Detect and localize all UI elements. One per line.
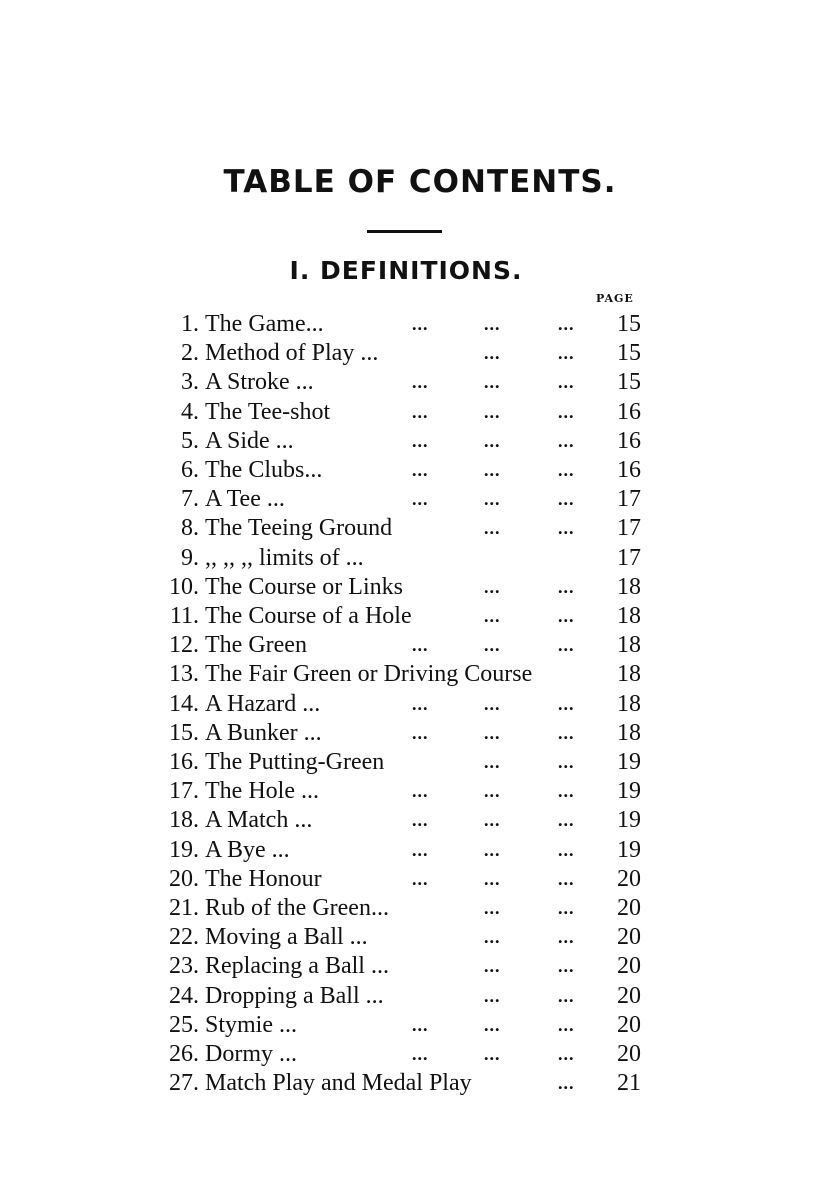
dot-leader: ... xyxy=(558,401,575,422)
toc-entry-title: The Honour xyxy=(205,865,322,892)
toc-entry-page: 21 xyxy=(617,1070,641,1097)
toc-entry xyxy=(0,982,840,1011)
dot-leader: ... xyxy=(558,518,575,539)
toc-entry-page: 16 xyxy=(617,457,641,483)
toc-entry xyxy=(0,427,840,456)
toc-entry xyxy=(0,865,840,894)
toc-entry-page: 19 xyxy=(617,749,641,775)
toc-entry xyxy=(0,660,840,689)
toc-entry xyxy=(0,806,840,835)
toc-entry xyxy=(0,602,840,631)
dot-leader: ... xyxy=(484,606,501,626)
toc-entry-page: 20 xyxy=(617,865,641,892)
dot-leader: ... xyxy=(412,693,429,714)
dot-leader: ... xyxy=(412,635,429,656)
toc-entry-page: 20 xyxy=(617,982,641,1009)
toc-entry-number: 23. xyxy=(169,953,199,980)
toc-entry-page: 15 xyxy=(617,311,641,337)
section-heading: I. DEFINITIONS. xyxy=(289,256,523,285)
toc-entry-number: 19. xyxy=(169,836,199,863)
toc-entry xyxy=(0,894,840,923)
toc-entry-title: Match Play and Medal Play xyxy=(205,1070,472,1097)
dot-leader: ... xyxy=(558,839,575,860)
toc-entry-title: The Tee-shot xyxy=(205,398,331,425)
dot-leader: ... xyxy=(558,460,575,480)
toc-entry xyxy=(0,952,840,981)
toc-entry xyxy=(0,923,840,952)
toc-entry-page: 16 xyxy=(617,427,641,454)
toc-entry-title: The Teeing Ground xyxy=(205,515,393,542)
toc-entry-title: The Hole ... xyxy=(205,778,319,805)
dot-leader: ... xyxy=(558,1014,575,1035)
toc-entry xyxy=(0,836,840,865)
toc-entry-title: A Stroke ... xyxy=(205,369,314,396)
toc-entry-title: A Bye ... xyxy=(205,836,290,863)
toc-entry-number: 5. xyxy=(181,427,199,454)
toc-entry-page: 17 xyxy=(617,515,641,542)
toc-entry-number: 11. xyxy=(169,603,199,629)
dot-leader: ... xyxy=(412,1014,429,1035)
dot-leader: ... xyxy=(558,606,575,626)
dot-leader: ... xyxy=(484,1014,501,1035)
toc-entry-page: 16 xyxy=(617,398,641,425)
dot-leader: ... xyxy=(558,810,575,831)
toc-entry-page: 18 xyxy=(617,632,641,659)
dot-leader: ... xyxy=(484,693,501,714)
toc-entry-number: 26. xyxy=(169,1041,199,1067)
toc-entry-number: 15. xyxy=(169,719,199,746)
dot-leader: ... xyxy=(484,810,501,831)
toc-entry-page: 17 xyxy=(617,544,641,571)
dot-leader: ... xyxy=(484,489,501,510)
toc-entry-page: 18 xyxy=(617,573,641,600)
toc-entry-title: Method of Play ... xyxy=(205,340,379,367)
toc-entry xyxy=(0,777,840,806)
page-column-label: PAGE xyxy=(596,292,634,305)
toc-entry-page: 19 xyxy=(617,836,641,863)
dot-leader: ... xyxy=(484,956,501,977)
toc-entry-title: The Clubs... xyxy=(205,457,323,483)
toc-entry-number: 8. xyxy=(181,515,199,542)
dot-leader: ... xyxy=(558,635,575,656)
toc-entry xyxy=(0,1011,840,1040)
toc-entry-number: 20. xyxy=(169,865,199,892)
toc-entry-number: 7. xyxy=(181,486,199,513)
toc-entry-title: A Tee ... xyxy=(205,486,285,513)
toc-entry-number: 9. xyxy=(181,544,199,571)
toc-entry-number: 24. xyxy=(169,982,199,1009)
toc-entry-number: 25. xyxy=(169,1011,199,1038)
dot-leader: ... xyxy=(558,1044,575,1064)
toc-entry-number: 16. xyxy=(169,749,199,775)
toc-entry xyxy=(0,368,840,397)
toc-entry xyxy=(0,631,840,660)
toc-entry-title: Moving a Ball ... xyxy=(205,924,368,951)
dot-leader: ... xyxy=(484,430,501,451)
dot-leader: ... xyxy=(412,722,429,743)
toc-entry-title: A Side ... xyxy=(205,427,294,454)
dot-leader: ... xyxy=(412,781,429,802)
toc-entry xyxy=(0,1069,840,1098)
dot-leader: ... xyxy=(558,343,575,364)
toc-entry-title: A Hazard ... xyxy=(205,690,321,717)
toc-entry-title: Replacing a Ball ... xyxy=(205,953,389,980)
toc-entry-number: 3. xyxy=(181,369,199,396)
dot-leader: ... xyxy=(484,1044,501,1064)
dot-leader: ... xyxy=(484,752,501,772)
toc-entry-page: 17 xyxy=(617,486,641,513)
toc-entry-number: 1. xyxy=(181,311,199,337)
toc-entry xyxy=(0,748,840,777)
toc-entry xyxy=(0,573,840,602)
toc-entry-number: 21. xyxy=(169,895,199,921)
dot-leader: ... xyxy=(484,781,501,802)
dot-leader: ... xyxy=(558,781,575,802)
dot-leader: ... xyxy=(412,430,429,451)
toc-entry-number: 18. xyxy=(169,807,199,834)
toc-entry-number: 12. xyxy=(169,632,199,659)
dot-leader: ... xyxy=(558,372,575,393)
dot-leader: ... xyxy=(558,576,575,597)
dot-leader: ... xyxy=(484,898,501,918)
page-title: TABLE OF CONTENTS. xyxy=(223,164,617,200)
dot-leader: ... xyxy=(484,985,501,1006)
toc-entry-page: 20 xyxy=(617,1041,641,1067)
dot-leader: ... xyxy=(558,314,575,334)
toc-entry xyxy=(0,514,840,543)
dot-leader: ... xyxy=(412,489,429,510)
toc-entry-number: 4. xyxy=(181,398,199,425)
toc-entry-title: The Game... xyxy=(205,311,324,337)
toc-entry-title: Rub of the Green... xyxy=(205,895,389,921)
toc-entry-page: 15 xyxy=(617,369,641,396)
dot-leader: ... xyxy=(412,810,429,831)
dot-leader: ... xyxy=(412,372,429,393)
title-divider xyxy=(367,230,442,233)
toc-entry-page: 18 xyxy=(617,661,641,688)
toc-entry-page: 18 xyxy=(617,690,641,717)
toc-entry-title: The Fair Green or Driving Course xyxy=(205,661,533,688)
toc-entry xyxy=(0,544,840,573)
toc-entry-number: 22. xyxy=(169,924,199,951)
toc-entry-page: 20 xyxy=(617,924,641,951)
dot-leader: ... xyxy=(412,401,429,422)
toc-entry-number: 17. xyxy=(169,778,199,805)
toc-entry-title: Dormy ... xyxy=(205,1041,297,1067)
toc-entry-title: A Bunker ... xyxy=(205,719,322,746)
toc-entry xyxy=(0,310,840,339)
toc-entry-page: 18 xyxy=(617,719,641,746)
dot-leader: ... xyxy=(484,576,501,597)
dot-leader: ... xyxy=(558,430,575,451)
dot-leader: ... xyxy=(558,752,575,772)
toc-entry xyxy=(0,690,840,719)
dot-leader: ... xyxy=(484,314,501,334)
dot-leader: ... xyxy=(558,985,575,1006)
dot-leader: ... xyxy=(484,839,501,860)
dot-leader: ... xyxy=(558,489,575,510)
toc-entry-page: 18 xyxy=(617,603,641,629)
toc-entry-title: Stymie ... xyxy=(205,1011,298,1038)
dot-leader: ... xyxy=(558,868,575,889)
dot-leader: ... xyxy=(484,372,501,393)
toc-entry-page: 20 xyxy=(617,895,641,921)
dot-leader: ... xyxy=(558,927,575,948)
dot-leader: ... xyxy=(558,898,575,918)
toc-entry xyxy=(0,1040,840,1069)
dot-leader: ... xyxy=(412,868,429,889)
toc-entry xyxy=(0,339,840,368)
toc-entry-title: The Green xyxy=(205,632,307,659)
toc-entry-number: 13. xyxy=(169,661,199,688)
dot-leader: ... xyxy=(412,839,429,860)
toc-entry xyxy=(0,485,840,514)
toc-entry-page: 15 xyxy=(617,340,641,367)
toc-entry-page: 19 xyxy=(617,778,641,805)
toc-entry-title: The Course or Links xyxy=(205,573,403,600)
toc-entry-number: 27. xyxy=(169,1070,199,1097)
toc-entry xyxy=(0,398,840,427)
toc-entry-number: 14. xyxy=(169,690,199,717)
toc-entry-page: 20 xyxy=(617,953,641,980)
dot-leader: ... xyxy=(412,1044,429,1064)
toc-entry-number: 6. xyxy=(181,457,199,483)
dot-leader: ... xyxy=(558,693,575,714)
dot-leader: ... xyxy=(484,343,501,364)
dot-leader: ... xyxy=(558,1073,575,1094)
dot-leader: ... xyxy=(484,460,501,480)
dot-leader: ... xyxy=(484,927,501,948)
dot-leader: ... xyxy=(484,635,501,656)
dot-leader: ... xyxy=(484,722,501,743)
toc-entry-page: 19 xyxy=(617,807,641,834)
toc-entry-title: The Putting-Green xyxy=(205,749,385,775)
dot-leader: ... xyxy=(484,401,501,422)
toc-entry-title: Dropping a Ball ... xyxy=(205,982,384,1009)
toc-entry xyxy=(0,719,840,748)
toc-entry-number: 10. xyxy=(169,573,199,600)
dot-leader: ... xyxy=(558,956,575,977)
dot-leader: ... xyxy=(484,868,501,889)
dot-leader: ... xyxy=(412,460,429,480)
dot-leader: ... xyxy=(412,314,429,334)
dot-leader: ... xyxy=(484,518,501,539)
toc-entry-page: 20 xyxy=(617,1011,641,1038)
dot-leader: ... xyxy=(558,722,575,743)
toc-entry xyxy=(0,456,840,485)
toc-entry-title: A Match ... xyxy=(205,807,313,834)
toc-entry-title: The Course of a Hole xyxy=(205,603,412,629)
toc-entry-number: 2. xyxy=(181,340,199,367)
toc-entry-title: ,, ,, ,, limits of ... xyxy=(205,544,364,571)
